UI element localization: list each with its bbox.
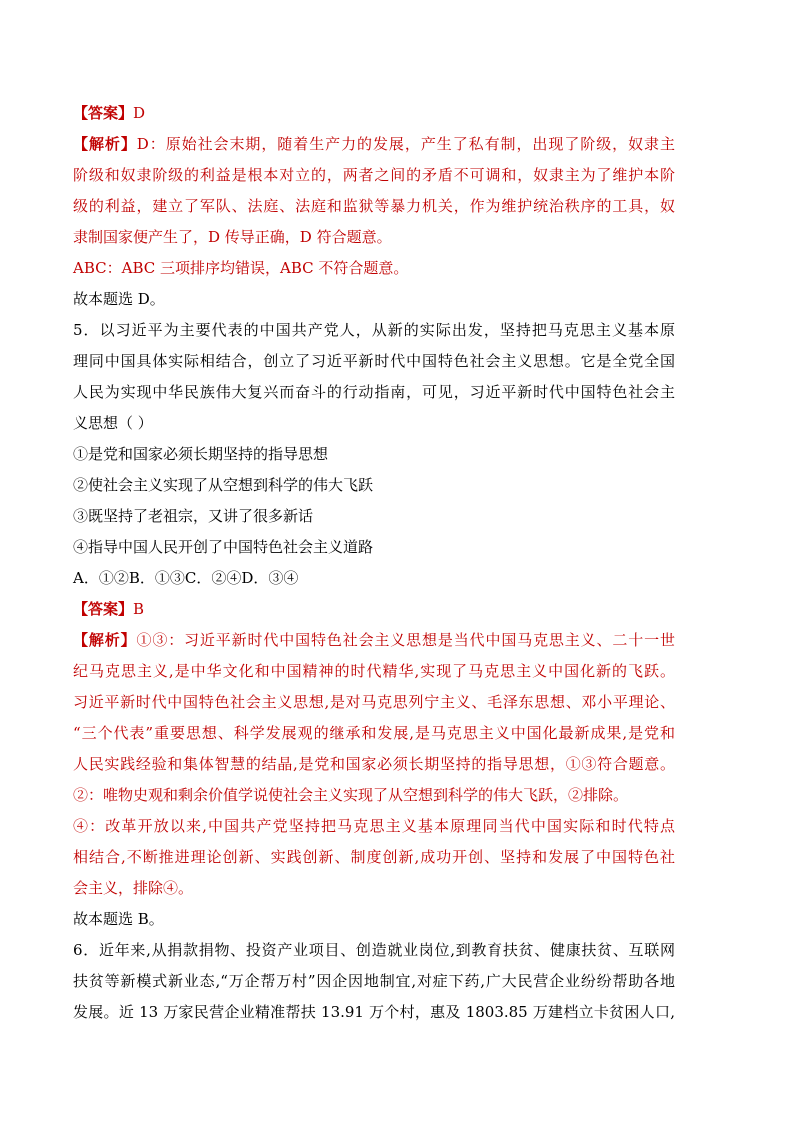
q4-answer-line	[73, 98, 675, 129]
analysis-text: D：原始社会末期，随着生产力的发展，产生了私有制，出现了阶级，奴隶主	[136, 135, 675, 153]
q6-stem-line: 发展。近 13 万家民营企业精准帮扶 13.91 万个村，惠及 1803.85 万建档立卡贫困人口,	[73, 1003, 675, 1021]
q5-conclusion: 故本题选 B。	[73, 910, 164, 928]
q6-stem-line: 6．近年来,从捐款捐物、投资产业项目、创造就业岗位,到教育扶贫、健康扶贫、互联网	[73, 941, 675, 959]
answer-tag: 【答案】	[73, 104, 134, 122]
q4-analysis-line: 级的利益，建立了军队、法庭、法庭和监狱等暴力机关，作为维护统治秩序的工具，奴	[73, 197, 675, 215]
q5-stem-line: 5．以习近平为主要代表的中国共产党人，从新的实际出发，坚持把马克思主义基本原	[73, 321, 675, 339]
q5-item: ②使社会主义实现了从空想到科学的伟大飞跃	[73, 476, 374, 494]
q5-options: A．①②B．①③C．②④D．③④	[73, 569, 299, 587]
q4-conclusion: 故本题选 D。	[73, 290, 165, 308]
q4-analysis-line: 隶制国家便产生了，D 传导正确，D 符合题意。	[73, 228, 392, 246]
q4-analysis-line: ABC：ABC 三项排序均错误，ABC 不符合题意。	[73, 259, 409, 277]
q5-analysis-line: “三个代表”重要思想、科学发展观的继承和发展,是马克思主义中国化最新成果,是党和	[73, 724, 675, 742]
q5-analysis-line: 习近平新时代中国特色社会主义思想,是对马克思列宁主义、毛泽东思想、邓小平理论、	[73, 693, 675, 711]
q5-item: ①是党和国家必须长期坚持的指导思想	[73, 445, 329, 463]
q5-analysis-line: ④：改革开放以来,中国共产党坚持把马克思主义基本原理同当代中国实际和时代特点	[73, 817, 675, 835]
answer-value: D	[133, 104, 146, 122]
q5-stem-line: 人民为实现中华民族伟大复兴而奋斗的行动指南，可见，习近平新时代中国特色社会主	[73, 383, 675, 401]
q4-analysis-line	[73, 129, 675, 160]
q5-analysis-line	[73, 625, 675, 656]
answer-value: B	[133, 600, 145, 618]
q4-analysis-line: 阶级和奴隶阶级的利益是根本对立的，两者之间的矛盾不可调和，奴隶主为了维护本阶	[73, 166, 675, 184]
document-page	[73, 98, 675, 1028]
q5-analysis-line: 纪马克思主义,是中华文化和中国精神的时代精华,实现了马克思主义中国化新的飞跃。	[73, 662, 675, 680]
q5-answer-line	[73, 594, 675, 625]
q5-analysis-line: 人民实践经验和集体智慧的结晶,是党和国家必须长期坚持的指导思想，①③符合题意。	[73, 755, 675, 773]
analysis-text: ①③：习近平新时代中国特色社会主义思想是当代中国马克思主义、二十一世	[136, 631, 675, 649]
q5-item: ④指导中国人民开创了中国特色社会主义道路	[73, 538, 374, 556]
q6-stem-line: 扶贫等新模式新业态,“万企帮万村”因企因地制宜,对症下药,广大民营企业纷纷帮助各地	[73, 972, 675, 990]
analysis-tag: 【解析】	[73, 631, 137, 649]
q5-analysis-line: 会主义，排除④。	[73, 879, 194, 897]
q5-analysis-line: 相结合,不断推进理论创新、实践创新、制度创新,成功开创、坚持和发展了中国特色社	[73, 848, 675, 866]
analysis-tag: 【解析】	[73, 135, 137, 153]
q5-item: ③既坚持了老祖宗，又讲了很多新话	[73, 507, 314, 525]
answer-tag: 【答案】	[73, 600, 134, 618]
q5-analysis-line: ②：唯物史观和剩余价值学说使社会主义实现了从空想到科学的伟大飞跃，②排除。	[73, 786, 629, 804]
q5-stem-line: 理同中国具体实际相结合，创立了习近平新时代中国特色社会主义思想。它是全党全国	[73, 352, 675, 370]
q5-stem-line: 义思想（ ）	[73, 414, 153, 432]
